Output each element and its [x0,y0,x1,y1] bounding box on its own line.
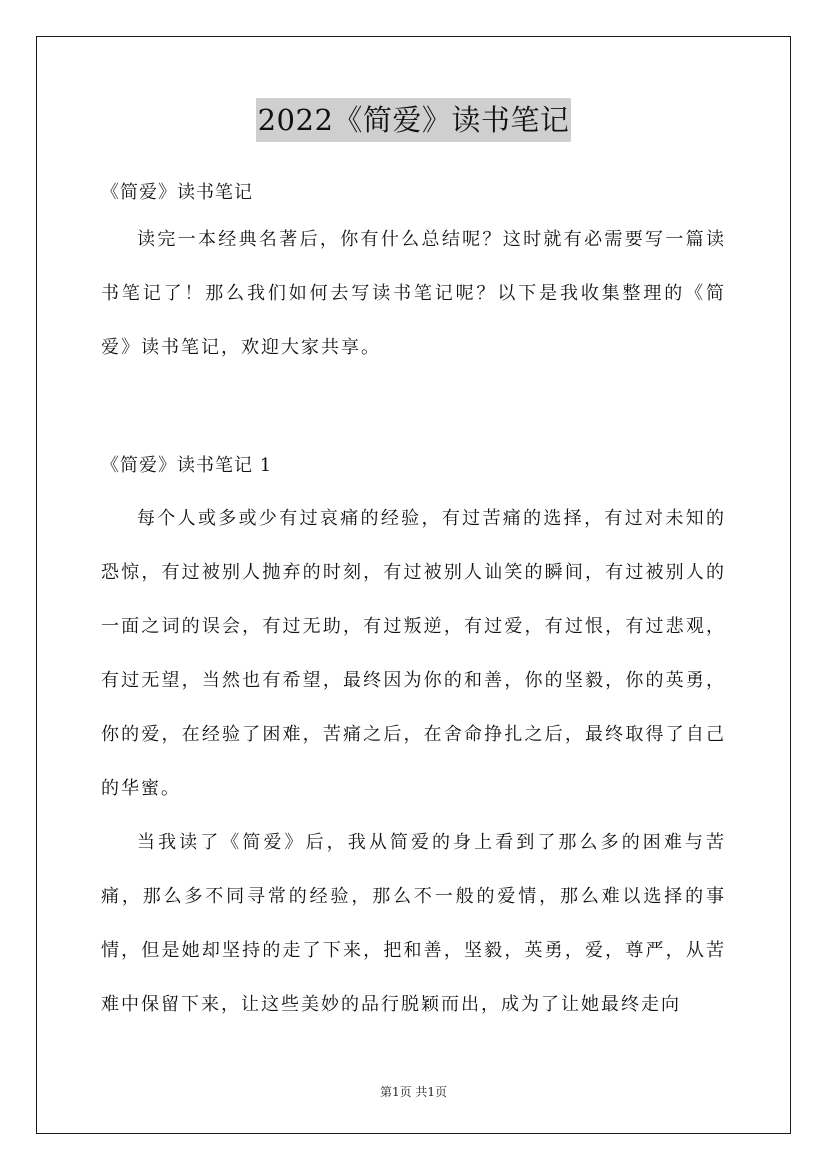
intro-heading: 《简爱》读书笔记 [101,182,253,203]
page-footer [0,1084,827,1100]
title-container [0,98,827,142]
section1-paragraph-1: 每个人或多或少有过哀痛的经验，有过苦痛的选择，有过对未知的恐惊，有过被别人抛弃的时刻，有过被别人讪笑的瞬间，有过被别人的一面之词的误会，有过无助，有过叛逆，有过爱，有过恨，有过悲观，有过无望，当然也有希望，最终因为你的和善，你的坚毅，你的英勇，你的爱，在经验了困难，苦痛之后，在舍命挣扎之后，最终取得了自己的华蜜。 [101,508,726,799]
section1-paragraph-2: 当我读了《简爱》后，我从简爱的身上看到了那么多的困难与苦痛，那么多不同寻常的经验，那么不一般的爱情，那么难以选择的事情，但是她却坚持的走了下来，把和善，坚毅，英勇，爱，尊严，从苦难中保留下来，让这些美妙的品行脱颖而出，成为了让她最终走向 [101,832,726,1015]
document-body [101,173,726,1032]
section1-heading: 《简爱》读书笔记 1 [101,455,273,476]
document-title: 2022《简爱》读书笔记 [256,98,572,142]
intro-paragraph: 读完一本经典名著后，你有什么总结呢？这时就有必需要写一篇读书笔记了！那么我们如何去写读书笔记呢？以下是我收集整理的《简爱》读书笔记，欢迎大家共享。 [101,229,726,358]
page-number-label: 第1页 共1页 [379,1085,448,1099]
section-spacer [101,375,726,446]
